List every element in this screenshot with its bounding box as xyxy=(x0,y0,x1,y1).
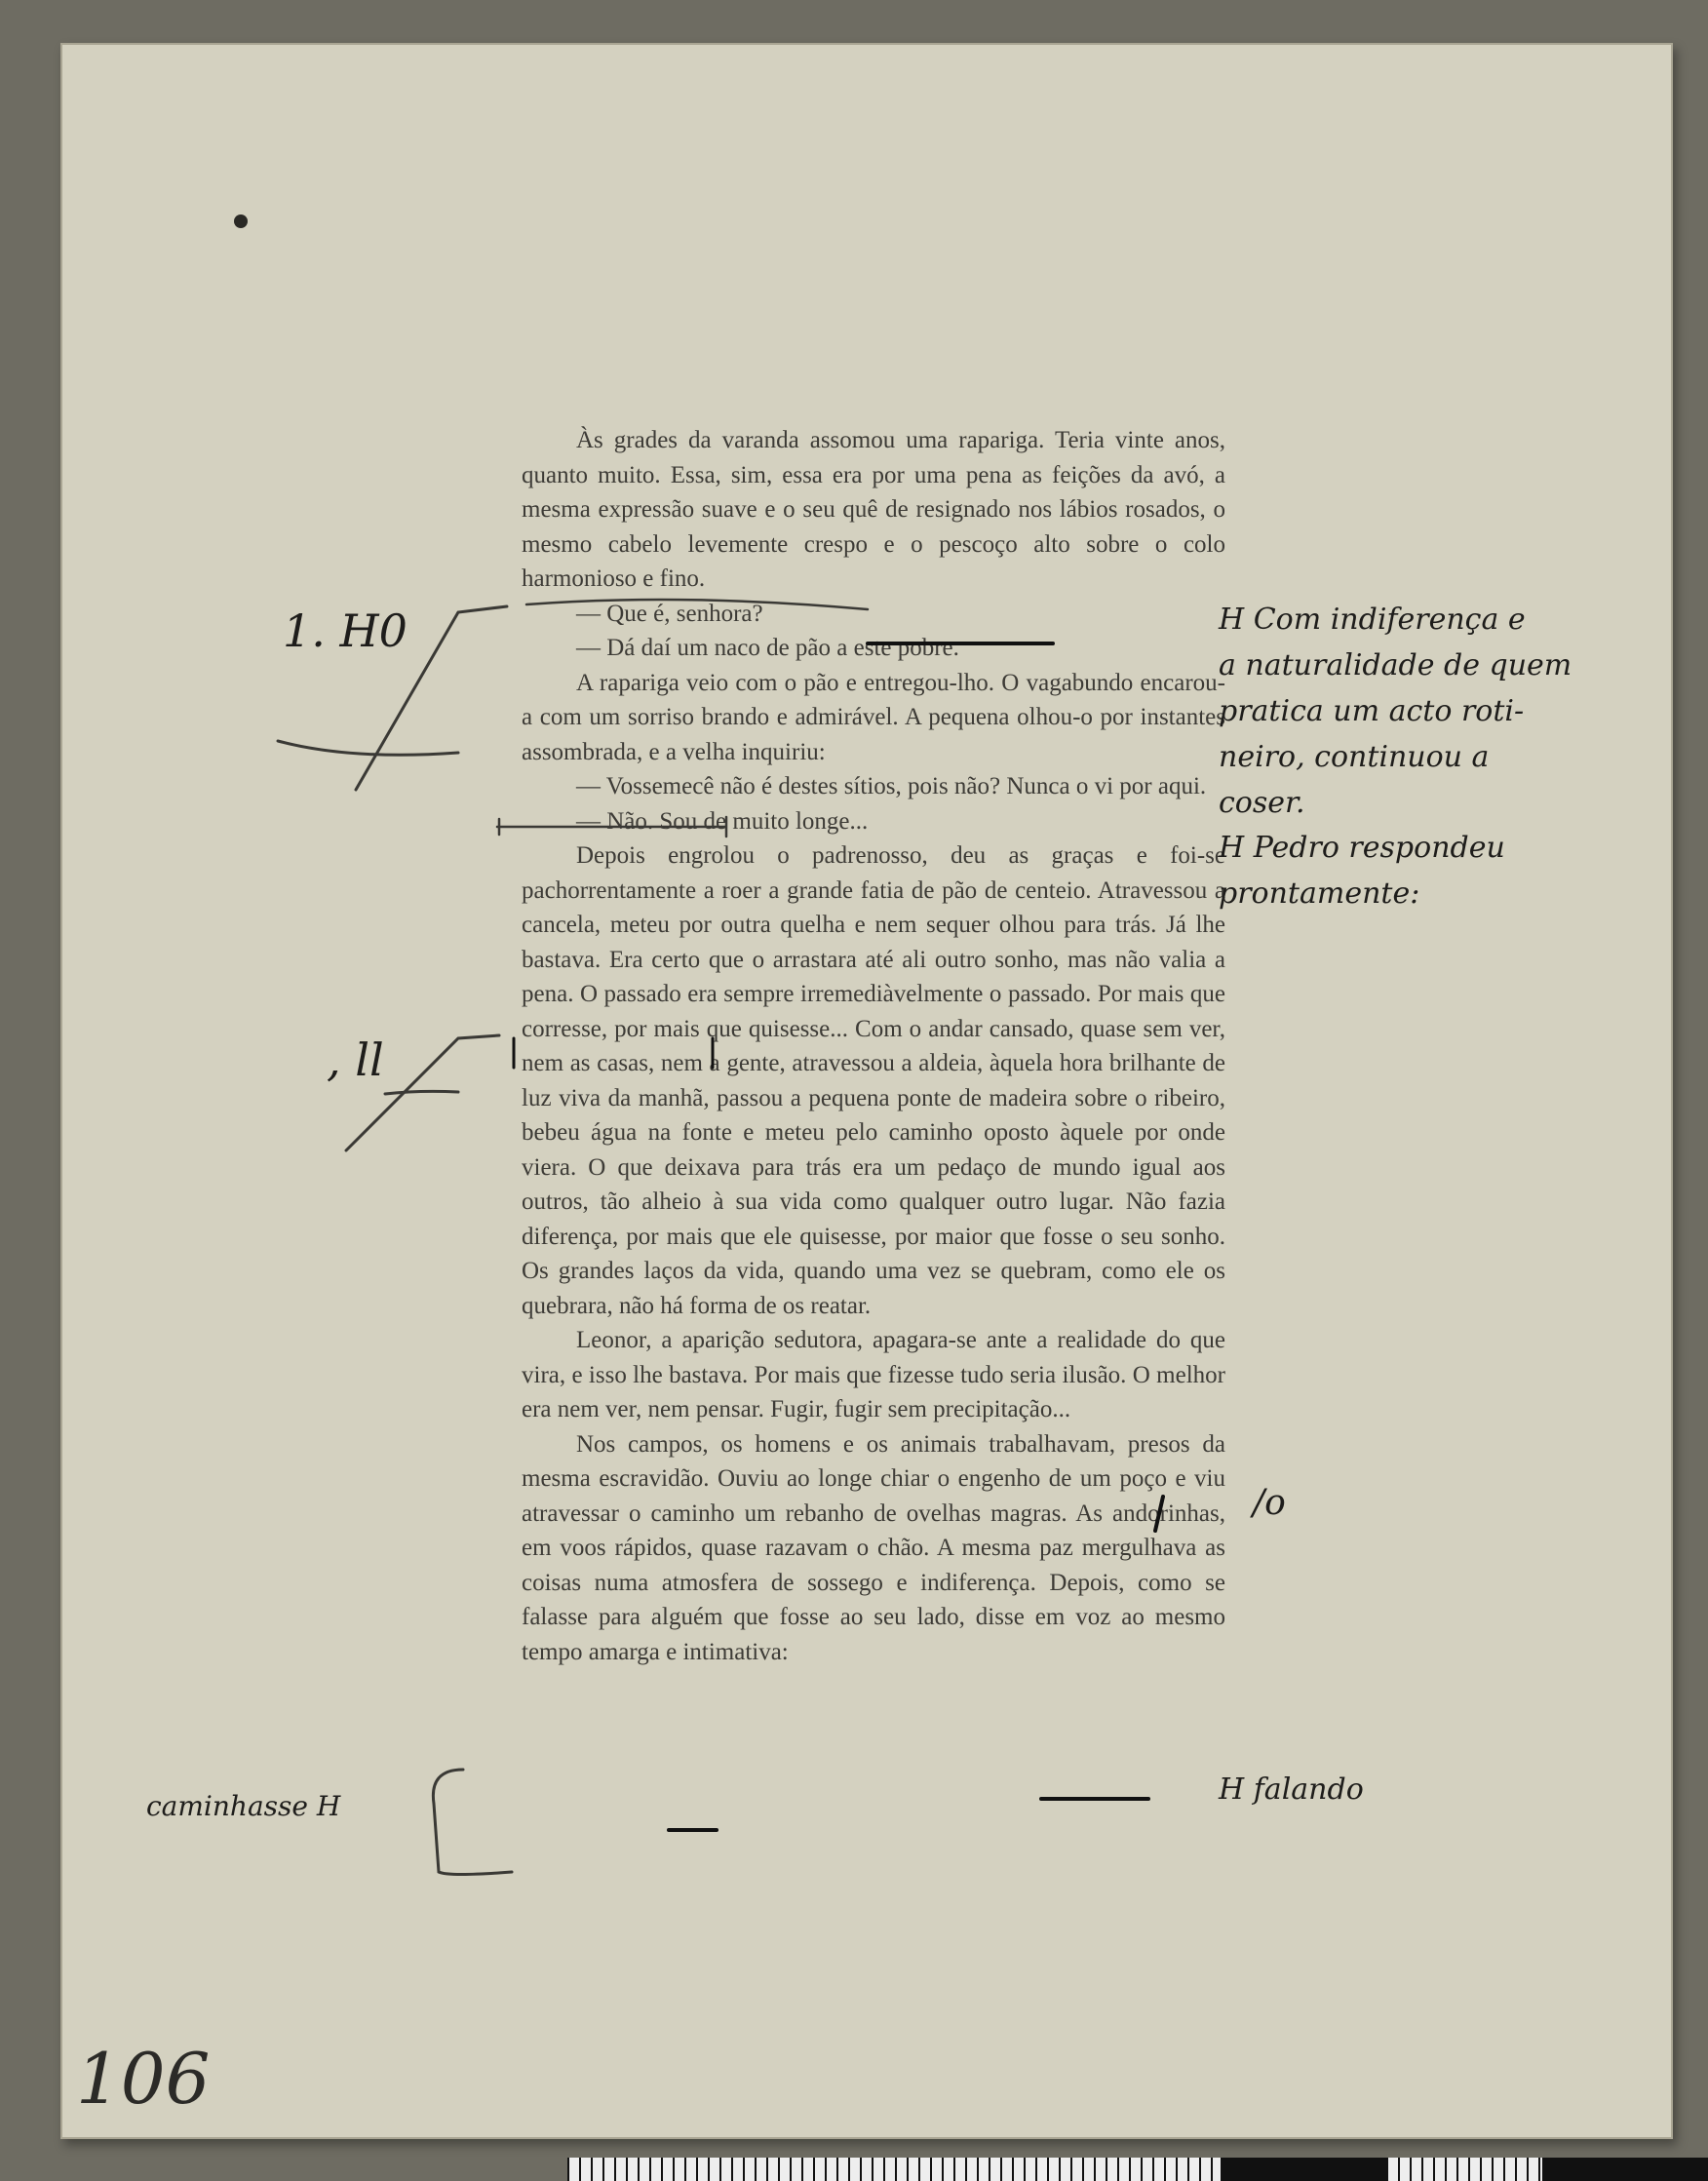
paragraph: Depois engrolou o padrenosso, deu as graças e foi-se pachorrentamente a roer a grande fatia de pão de centeio. Atravessou a cancela, meteu por outra quelha e nem sequer olhou para trás. Já lhe bastava. Era certo que o arrastara até ali outro sonho, mas não valia a pena. O passado era sempre irremediàvelmente o passado. Por mais que corresse, por mais que quisesse... Com o andar cansado, quase sem ver, nem as casas, nem a gente, atravessou a aldeia, àquela hora brilhante de luz viva da manhã, passou a pequena ponte de madeira sobre o ribeiro, bebeu água na fonte e meteu pelo caminho oposto àquele por onde viera. O que deixava para trás era um pedaço de mundo igual aos outros, tão alheio à sua vida como qualquer outro lugar. Não fazia diferença, por mais que ele quisesse, por maior que fosse o seu sonho. Os grandes laços da vida, quando uma vez se quebram, como ele os quebrara, não há forma de os reatar. xyxy=(522,842,1225,1319)
margin-note-correction: H falando xyxy=(1219,1772,1364,1807)
note-line: prontamente: xyxy=(1219,876,1420,911)
ruler-block xyxy=(1542,2158,1708,2181)
margin-note-correction xyxy=(1219,597,1572,826)
paragraph: — Não. Sou de muito longe... xyxy=(576,807,869,835)
pencil-stroke xyxy=(385,1091,458,1094)
scale-ruler xyxy=(567,2158,1708,2181)
note-line: neiro, continuou a xyxy=(1219,740,1490,774)
paragraph: Leonor, a aparição sedutora, apagara-se ante a realidade do que vira, e isso lhe bastava. Por mais que fizesse tudo seria ilusão. O melhor era nem ver, nem pensar. Fugir, fugir sem precipitação... xyxy=(522,1327,1225,1422)
paragraph: Nos campos, os homens e os animais trabalhavam, presos da mesma escravidão. Ouviu ao longe chiar o engenho de um poço e viu atravessar o caminho um rebanho de ovelhas magras. As andorinhas, em voos rápidos, quase razavam o chão. A mesma paz mergulhava as coisas numa atmosfera de sossego e indiferença. Depois, como se falasse para alguém que fosse ao seu lado, disse em voz ao mesmo tempo amarga e intimativa: xyxy=(522,1430,1225,1665)
note-line: a naturalidade de quem xyxy=(1219,648,1572,682)
pencil-bracket xyxy=(433,1770,512,1875)
pencil-stroke xyxy=(278,741,458,755)
note-line: H Com indiferença e xyxy=(1219,603,1526,637)
left-margin-note: , ll xyxy=(327,1033,384,1086)
paragraph: — Que é, senhora? xyxy=(576,600,763,627)
note-line: H Pedro respondeu xyxy=(1219,831,1505,865)
insert-mark xyxy=(1155,1497,1163,1531)
paragraph: — Dá daí um naco de pão a este pobre. xyxy=(576,635,959,661)
paragraph: A rapariga veio com o pão e entregou-lho. O vagabundo encarou-a com um sorriso brando e admirável. A pequena olhou-o por instantes assombrada, e a velha inquiriu: xyxy=(522,669,1225,765)
paragraph: — Vossemecê não é destes sítios, pois não? Nunca o vi por aqui. xyxy=(576,773,1207,799)
paragraph: Às grades da varanda assomou uma rapariga. Teria vinte anos, quanto muito. Essa, sim, essa era por uma pena as feições da avó, a mesma expressão suave e o seu quê de resignado nos lábios rosados, o mesmo cabelo levemente crespo e o pescoço alto sobre o colo harmonioso e fino. xyxy=(522,427,1225,592)
note-line: pratica um acto roti- xyxy=(1219,694,1525,728)
margin-note-correction: /o xyxy=(1253,1483,1286,1523)
note-line: coser. xyxy=(1219,786,1305,820)
insert-mark xyxy=(514,1038,713,1068)
ruler-block xyxy=(1221,2158,1386,2181)
underline-mark xyxy=(526,600,868,609)
left-margin-note: caminhasse H xyxy=(146,1790,341,1822)
page-number: 106 xyxy=(76,2038,211,2120)
underline-mark xyxy=(497,817,726,837)
margin-note-correction xyxy=(1219,825,1505,916)
left-margin-note: 1. H0 xyxy=(283,604,408,657)
